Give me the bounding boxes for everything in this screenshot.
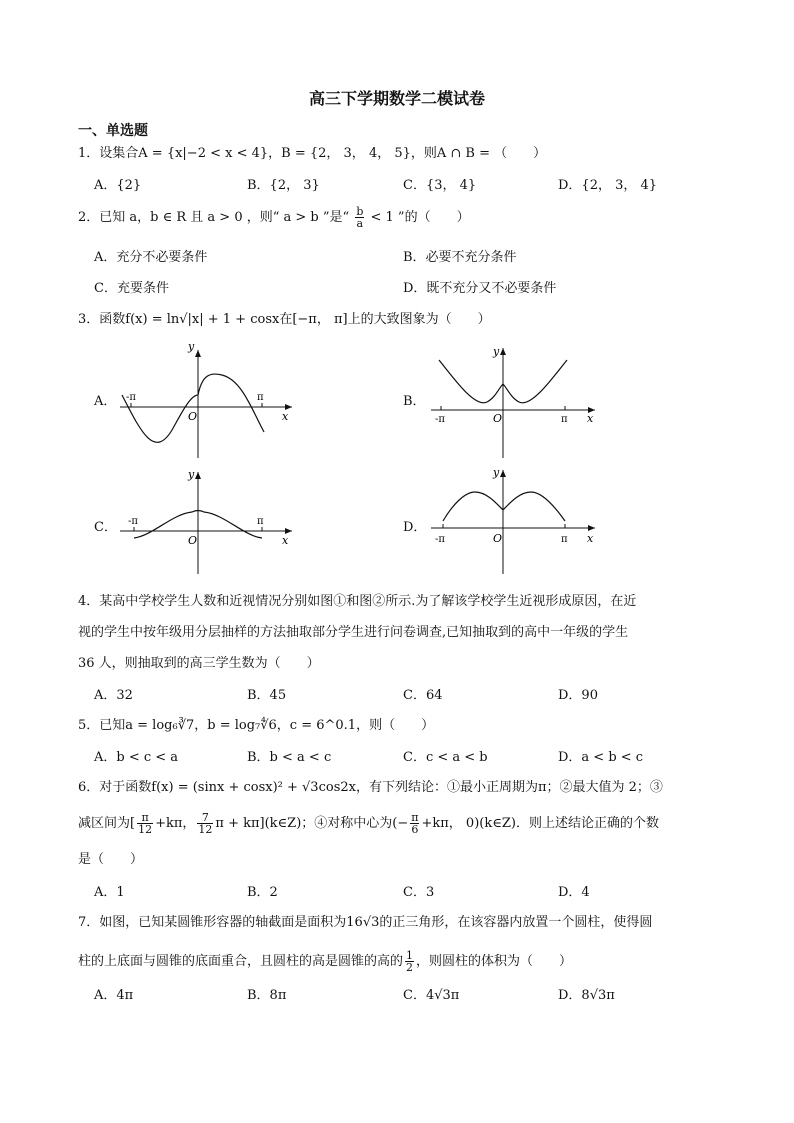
q3-graph-c[interactable] — [112, 466, 302, 576]
q5-option-d[interactable]: D．a < b < c — [558, 750, 644, 765]
q6-fraction-1-num: π — [137, 812, 153, 824]
q5-stem: 5．已知a = log₆∛7，b = log₇∜6，c = 6^0.1，则（ ） — [78, 718, 435, 733]
q7-option-c[interactable]: C．4√3π — [403, 988, 460, 1003]
graph-a-pos-pi: π — [257, 392, 264, 403]
q6-line-2-part-d: +kπ， 0)(k∈Z)．则上述结论正确的个数 — [421, 816, 659, 831]
graph-d-neg-pi: -π — [435, 534, 445, 545]
q6-line-2-part-a: 减区间为[ — [78, 816, 136, 831]
graph-d-y-label: y — [493, 466, 500, 479]
q6-fraction-2-den: 12 — [198, 823, 213, 836]
graph-c-y-label: y — [188, 468, 195, 481]
graph-d-x-label: x — [587, 532, 594, 545]
q2-option-a[interactable]: A．充分不必要条件 — [94, 250, 208, 265]
q1-option-b[interactable]: B．{2， 3} — [247, 178, 320, 193]
graph-c-pos-pi: π — [257, 516, 264, 527]
q7-line-2-part-a: 柱的上底面与圆锥的底面重合，且圆柱的高是圆锥的高的 — [78, 954, 404, 969]
q4-line-3: 36 人，则抽取到的高三学生数为（ ） — [78, 656, 320, 671]
q6-option-b[interactable]: B．2 — [247, 885, 278, 900]
graph-c-origin: O — [188, 534, 198, 547]
q4-option-d[interactable]: D．90 — [558, 688, 598, 703]
graph-a-neg-pi: -π — [126, 392, 136, 403]
q6-line-2 — [78, 812, 659, 835]
q6-fraction-2 — [197, 812, 213, 835]
q3-stem: 3．函数f(x) = ln√|x| + 1 + cosx在[−π， π]上的大致图象为（ ） — [78, 312, 491, 327]
q7-fraction — [405, 950, 414, 973]
q2-option-c[interactable]: C．充要条件 — [94, 281, 169, 296]
graph-a-origin: O — [188, 410, 198, 423]
graph-b-y-label: y — [493, 345, 500, 358]
q1-option-c[interactable]: C．{3， 4} — [403, 178, 477, 193]
graph-b-pos-pi: π — [561, 414, 568, 425]
graph-b-neg-pi: -π — [435, 414, 445, 425]
q4-option-c[interactable]: C．64 — [403, 688, 443, 703]
q2-fraction-num: b — [356, 205, 364, 218]
q7-line-1: 7．如图，已知某圆锥形容器的轴截面是面积为16√3的正三角形，在该容器内放置一个圆柱，使得圆 — [78, 915, 653, 930]
q7-line-2 — [78, 950, 572, 973]
q7-option-b[interactable]: B．8π — [247, 988, 287, 1003]
q5-option-b[interactable]: B．b < a < c — [247, 750, 332, 765]
q6-line-3: 是（ ） — [78, 852, 144, 867]
q7-line-2-part-b: ，则圆柱的体积为（ ） — [416, 954, 573, 969]
q6-fraction-2-num: 7 — [197, 812, 213, 824]
q6-option-c[interactable]: C．3 — [403, 885, 435, 900]
q5-option-a[interactable]: A．b < c < a — [94, 750, 179, 765]
q2-fraction-den: a — [356, 217, 364, 230]
graph-b-x-label: x — [587, 412, 594, 425]
q3-graph-d[interactable] — [425, 466, 605, 576]
q6-fraction-3-num: π — [411, 811, 419, 824]
q6-fraction-1 — [137, 812, 153, 835]
q7-fraction-den: 2 — [406, 961, 414, 974]
q2-stem — [78, 206, 470, 229]
q6-fraction-1-den: 12 — [138, 823, 153, 836]
q6-option-a[interactable]: A．1 — [94, 885, 125, 900]
q6-line-1: 6．对于函数f(x) = (sinx + cosx)² + √3cos2x，有下列结论：①最小正周期为π；②最大值为 2；③ — [78, 780, 663, 795]
graph-c-x-label: x — [282, 534, 289, 547]
q6-fraction-3 — [410, 812, 419, 835]
q6-fraction-3-den: 6 — [411, 823, 419, 836]
q6-line-2-part-b: +kπ， — [155, 816, 196, 831]
q3-graph-a[interactable] — [112, 340, 302, 460]
q3-option-b[interactable]: B． — [403, 394, 426, 409]
graph-c-neg-pi: -π — [128, 516, 138, 527]
q7-fraction-num: 1 — [406, 949, 414, 962]
graph-b-origin: O — [493, 412, 503, 425]
q2-option-d[interactable]: D．既不充分又不必要条件 — [403, 281, 557, 296]
graph-a-y-label: y — [188, 340, 195, 353]
section-heading: 一、单选题 — [78, 123, 148, 139]
q7-option-d[interactable]: D．8√3π — [558, 988, 615, 1003]
q3-option-a[interactable]: A． — [94, 394, 117, 409]
page-title: 高三下学期数学二模试卷 — [308, 89, 485, 108]
graph-a-x-label: x — [282, 410, 289, 423]
q2-stem-part-b: < 1 ”的（ ） — [370, 210, 470, 225]
q3-graph-b[interactable] — [425, 340, 605, 460]
q4-option-a[interactable]: A．32 — [94, 688, 133, 703]
q6-line-2-part-c: π + kπ](k∈Z)；④对称中心为(− — [215, 816, 409, 831]
q2-stem-part-a: 2．已知 a，b ∈ R 且 a > 0 ，则“ a > b ”是“ — [78, 210, 350, 225]
q4-line-1: 4．某高中学校学生人数和近视情况分别如图①和图②所示.为了解该学校学生近视形成原因，在近 — [78, 594, 637, 609]
q2-option-b[interactable]: B．必要不充分条件 — [403, 250, 517, 265]
q7-option-a[interactable]: A．4π — [94, 988, 134, 1003]
q6-option-d[interactable]: D．4 — [558, 885, 590, 900]
q2-fraction — [355, 206, 364, 229]
q1-option-d[interactable]: D．{2， 3， 4} — [558, 178, 658, 193]
q1-option-a[interactable]: A．{2} — [94, 178, 142, 193]
q4-option-b[interactable]: B．45 — [247, 688, 287, 703]
graph-d-pos-pi: π — [561, 534, 568, 545]
q5-option-c[interactable]: C．c < a < b — [403, 750, 488, 765]
q3-option-d[interactable]: D． — [403, 520, 427, 535]
q3-option-c[interactable]: C． — [94, 520, 117, 535]
q1-stem: 1．设集合A = {x|−2 < x < 4}，B = {2， 3， 4， 5}，则A ∩ B = （ ） — [78, 146, 547, 161]
graph-d-origin: O — [493, 532, 503, 545]
q4-line-2: 视的学生中按年级用分层抽样的方法抽取部分学生进行问卷调查,已知抽取到的高中一年级的学生 — [78, 625, 629, 640]
